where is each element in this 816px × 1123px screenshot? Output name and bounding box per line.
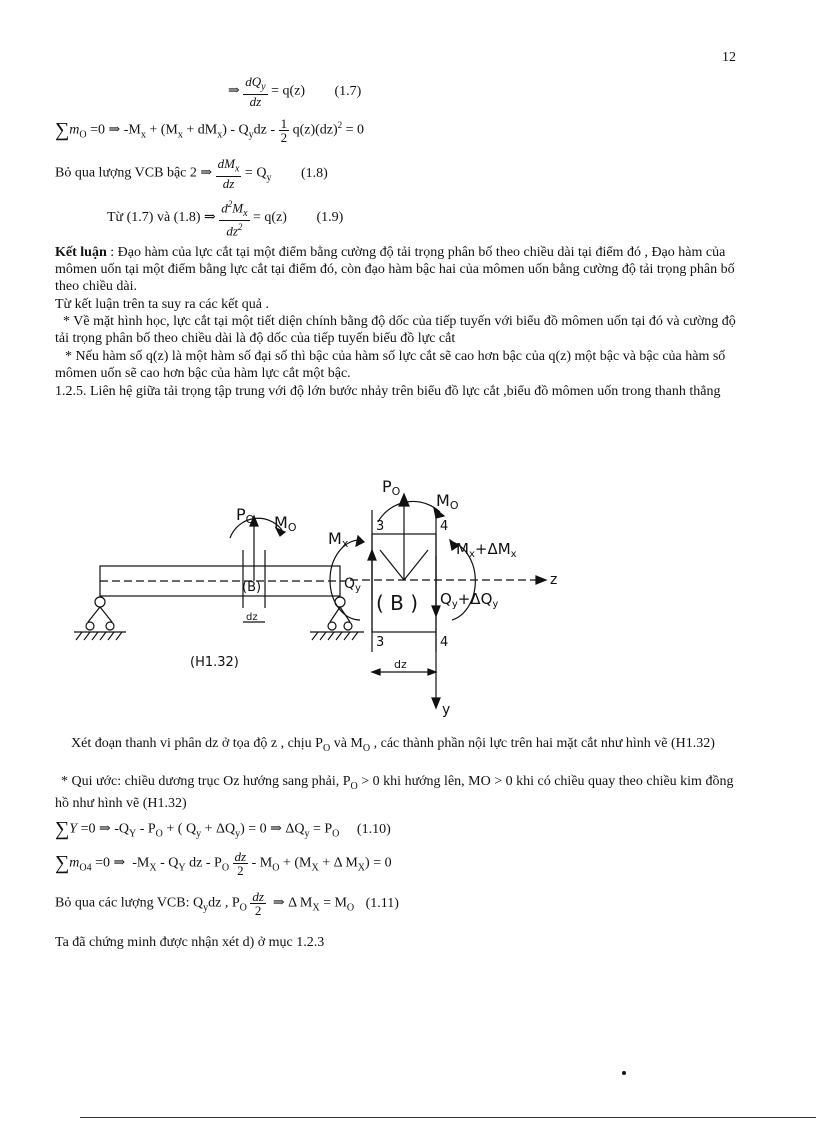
label-qy-plus: $Q_y+\Delta Q_y$ <box>440 590 499 610</box>
left-pin <box>95 597 105 607</box>
equation-moment-sum: $\sum m_O =0$ ⇒ $-M_x + (M_x + dM_x) - Q_ydz$ - $\frac{1}{2}$ q(z)(dz)$^2$ = 0 <box>55 116 365 145</box>
label-z-axis: z <box>550 572 558 588</box>
bullet-degree: * Nếu hàm số q(z) là một hàm số đại số thì bậc của hàm số lực cắt sẽ cao hơn bậc của q(z) một bậc và bậc của hàm số mômen uốn sẽ cao hơn bậc của hàm lực cắt một bậc. <box>55 349 726 381</box>
label-section-4-bottom: 4 <box>440 635 449 650</box>
label-section-3-top: 3 <box>376 519 385 534</box>
label-po-small: PO <box>236 505 255 526</box>
label-section-4-top: 4 <box>440 519 449 534</box>
label-mx: Mx <box>328 529 349 550</box>
paragraph-consider: Xét đoạn thanh vi phân dz ở tọa độ z , chịu $P_O$ và $M_O$ , các thành phần nội lực trên hai mặt cắt như hình vẽ (H1.32) <box>71 736 715 754</box>
label-dz-small: dz <box>246 612 258 623</box>
bullet-geometry: * Về mặt hình học, lực cắt tại một tiết diện chính bằng độ dốc của tiếp tuyến với biểu đồ mômen uốn tại đó và cường độ tải trọng phân bố theo chiều dài là độ dốc của tiếp tuyến biểu đồ lực cắt <box>55 314 736 346</box>
label-b-big: ( B ) <box>376 591 419 615</box>
footer-dot <box>622 1071 626 1075</box>
equation-1-9: Từ (1.7) và (1.8) ⇒ $\frac{d^2M_x}{dz^2}$ = q(z) (1.9) <box>107 199 344 239</box>
label-mo-small: MO <box>274 513 297 534</box>
section-heading-1-2-5: 1.2.5. Liên hệ giữa tải trọng tập trung với độ lớn bước nhảy trên biểu đồ lực cắt ,biểu đồ mômen uốn trong thanh thẳng <box>55 384 721 399</box>
label-section-3-bottom: 3 <box>376 635 385 650</box>
paragraph-convention: * Qui ước: chiều dương trục Oz hướng sang phải, $P_O > 0$ khi hướng lên, MO > 0 khi có chiều quay theo chiều kim đồng hồ như hình vẽ (H1.32) <box>55 774 734 811</box>
equation-moment-o4: $\sum m_{O4} =0$ ⇒ $-M_X - Q_Y$ dz - $P_O$ $\frac{dz}{2}$ - $M_O + (M_X + \Delta$ $M_X) = 0$ <box>55 849 392 878</box>
label-mo-big: MO <box>436 491 459 512</box>
figure-h1-32 <box>60 470 620 720</box>
equation-1-8: Bỏ qua lượng VCB bậc 2 ⇒ $\frac{dM_x}{dz}$ = $Q_y$ (1.8) <box>55 156 328 191</box>
equation-1-11: Bỏ qua các lượng VCB: $Q_ydz$ , $P_O$ $\frac{dz}{2}$ ⇒ Δ $M_X = M_O$ (1.11) <box>55 889 399 918</box>
conclusion-paragraph: Kết luận : Đạo hàm của lực cắt tại một điểm bằng cường độ tải trọng phân bố theo chiều dài tại điểm đó , Đạo hàm của mômen uốn tại một điểm bằng lực cắt tại điểm đó, còn đạo hàm bậc hai của mômen uốn bằng cường độ tải trọng phân bố theo chiều dài. <box>55 245 735 294</box>
label-mx-plus: $M_x+\Delta M_x$ <box>456 540 517 560</box>
equation-1-7: ⇒ $\frac{dQ_y}{dz}$ = q(z) (1.7) <box>228 74 362 109</box>
hatch-right <box>312 632 358 640</box>
footer-rule <box>80 1117 816 1118</box>
hatch-left <box>76 632 122 640</box>
page-number: 12 <box>722 50 736 65</box>
label-b-small: (B) <box>242 580 262 595</box>
figure-caption: (H1.32) <box>190 655 239 670</box>
result-intro: Từ kết luận trên ta suy ra các kết quả . <box>55 297 269 312</box>
label-y-axis: y <box>442 702 451 718</box>
equation-1-10: ∑Y =0 ⇒ $-Q_Y - P_O$ + ( $Q_y + \Delta Q_y) = 0$ ⇒ $\Delta Q_y = P_O$ (1.10) <box>55 818 391 840</box>
label-po-big: PO <box>382 477 401 498</box>
label-dz-big: dz <box>394 658 407 671</box>
closing-sentence: Ta đã chứng minh được nhận xét d) ở mục 1.2.3 <box>55 935 325 950</box>
label-qy: $Q_y$ <box>344 576 361 594</box>
